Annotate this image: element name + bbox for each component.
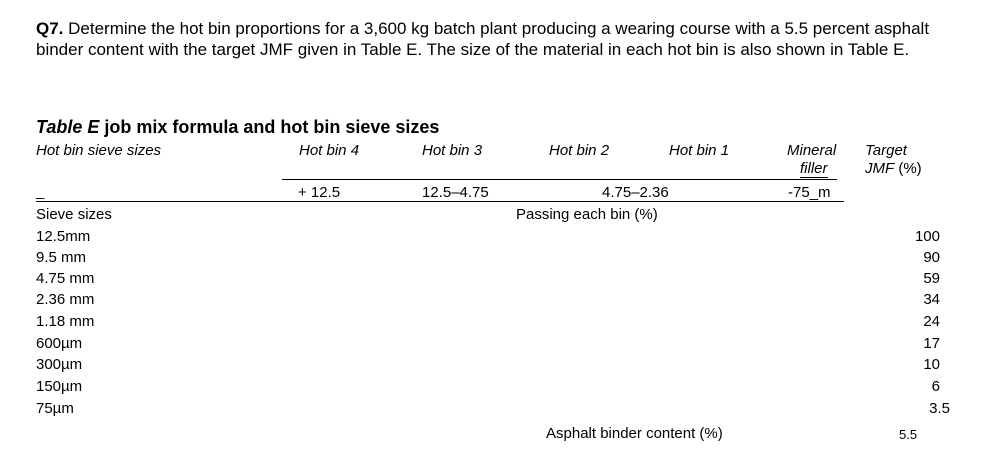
question-number: Q7. bbox=[36, 19, 64, 38]
table-row-sieve: 600µm bbox=[36, 335, 83, 352]
header-rule bbox=[282, 179, 837, 180]
header-target: Target bbox=[865, 142, 907, 159]
header-hot-bin-3: Hot bin 3 bbox=[422, 142, 483, 159]
sieve-sizes-label: Sieve sizes bbox=[36, 206, 112, 223]
table-row-sieve: 300µm bbox=[36, 356, 83, 373]
size-range-bin4: + 12.5 bbox=[298, 184, 341, 201]
size-range-bin3: 12.5–4.75 bbox=[422, 184, 489, 201]
table-row-target: 6 bbox=[931, 378, 940, 395]
header-hot-bin-4: Hot bin 4 bbox=[299, 142, 360, 159]
binder-label: Asphalt binder content (%) bbox=[546, 425, 723, 442]
size-range-rule bbox=[36, 201, 844, 202]
passing-label: Passing each bin (%) bbox=[516, 206, 658, 223]
header-target-jmf bbox=[865, 160, 922, 177]
table-row-target: 17 bbox=[923, 335, 940, 352]
table-row-target: 10 bbox=[923, 356, 940, 373]
size-range-mineral: -75_m bbox=[788, 184, 831, 201]
table-title-rest: job mix formula and hot bin sieve sizes bbox=[99, 117, 440, 137]
header-sieve-sizes: Hot bin sieve sizes bbox=[36, 142, 162, 159]
table-row-target: 34 bbox=[923, 291, 940, 308]
header-hot-bin-1: Hot bin 1 bbox=[669, 142, 730, 159]
size-range-lead: _ bbox=[36, 183, 45, 200]
table-row-sieve: 1.18 mm bbox=[36, 313, 95, 330]
header-jmf-unit: (%) bbox=[894, 160, 922, 177]
table-row-sieve: 75µm bbox=[36, 400, 74, 417]
table-row-target: 59 bbox=[923, 270, 940, 287]
size-range-bin2-1: 4.75–2.36 bbox=[602, 184, 669, 201]
table-row-target: 90 bbox=[923, 249, 940, 266]
table-row-sieve: 9.5 mm bbox=[36, 249, 87, 266]
question-text: Determine the hot bin proportions for a 3,600 kg batch plant producing a wearing course with a 5.5 percent asphalt binder content with the target JMF given in Table E. The size of the material in each hot bin is also shown in Table E. bbox=[36, 19, 930, 59]
table-row-sieve: 4.75 mm bbox=[36, 270, 95, 287]
table-title bbox=[36, 117, 439, 138]
header-jmf: JMF bbox=[865, 160, 895, 177]
question-paragraph bbox=[36, 18, 936, 60]
table-row-target: 100 bbox=[914, 228, 940, 245]
table-row-target: 3.5 bbox=[929, 400, 950, 417]
table-row-target: 24 bbox=[923, 313, 940, 330]
header-hot-bin-2: Hot bin 2 bbox=[549, 142, 610, 159]
table-row-sieve: 2.36 mm bbox=[36, 291, 95, 308]
header-mineral: Mineral bbox=[787, 142, 837, 159]
table-row-sieve: 12.5mm bbox=[36, 228, 91, 245]
table-row-sieve: 150µm bbox=[36, 378, 83, 395]
binder-value: 5.5 bbox=[899, 427, 918, 442]
header-filler: filler bbox=[800, 160, 828, 177]
table-title-label: Table E bbox=[36, 117, 100, 137]
